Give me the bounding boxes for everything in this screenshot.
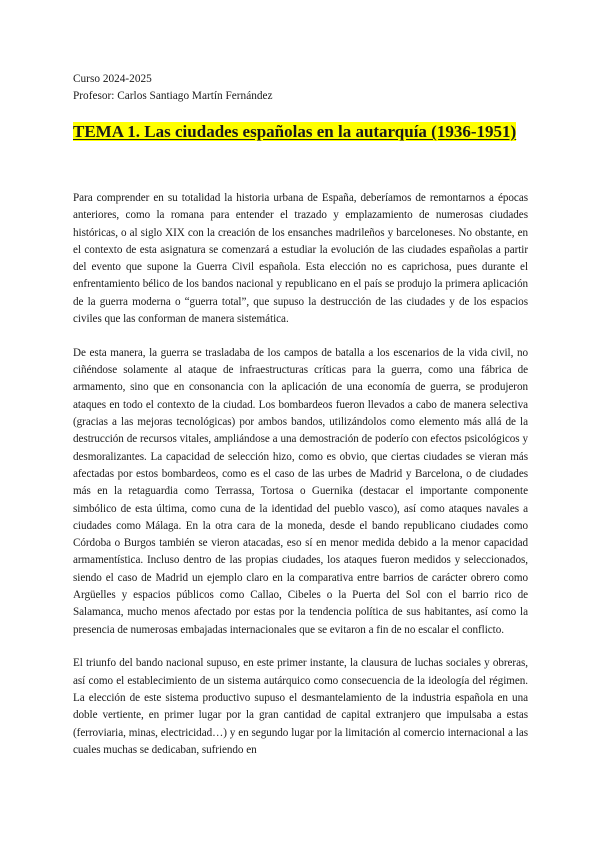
document-body bbox=[73, 190, 528, 776]
page-title bbox=[73, 121, 528, 143]
paragraph-2: De esta manera, la guerra se trasladaba de los campos de batalla a los escenarios de la vida civil, no ciñéndose solamente al ataque de infraestructuras críticas para la guerra, como una fábrica de armamento, sino que en consonancia con la aplicación de una economía de guerra, se produjeron ataques en todo el contexto de la ciudad. Los bombardeos fueron llevados a cabo de manera selectiva (gracias a las mejoras tecnológicas) por ambos bandos, utilizándolos como elemento más allá de la destrucción de recursos vitales, ampliándose a una demostración de poderío con efectos psicológicos y desmoralizantes. La capacidad de selección hizo, como es obvio, que ciertas ciudades se vieran más afectadas por estos bombardeos, como es el caso de las urbes de Madrid y Barcelona, o de ciudades más en la retaguardia como Terrassa, Tortosa o Guernika (destacar el importante componente simbólico de esta última, como cuna de la identidad del pueblo vasco), así como ataques navales a ciudades como Málaga. En la otra cara de la moneda, desde el bando republicano ciudades como Córdoba o Burgos también se vieron atacadas, eso sí en menor medida debido a la menor capacidad armamentística. Incluso dentro de las propias ciudades, los ataques fueron medidos y seleccionados, siendo el caso de Madrid un ejemplo claro en la comparativa entre barrios de carácter obrero como Argüelles y espacios públicos como Callao, Cibeles o la Puerta del Sol con el barrio rico de Salamanca, mucho menos afectado por estas por la tendencia política de sus habitantes, así como la presencia de numerosas embajadas internacionales que se evitaron a fin de no escalar el conflicto. bbox=[73, 346, 528, 636]
professor-name: Profesor: Carlos Santiago Martín Fernández bbox=[73, 90, 273, 102]
paragraph-3: El triunfo del bando nacional supuso, en este primer instante, la clausura de luchas sociales y obreras, así como el establecimiento de un sistema autárquico como consecuencia de la ideología del régimen. La elección de este sistema productivo supuso el desmantelamiento de la industria española en una doble vertiente, en primer lugar por la gran cantidad de capital extranjero que impulsaba a estas (ferroviaria, minas, electricidad…) y en segundo lugar por la limitación al comercio internacional a las cuales muchas se dedicaban, sufriendo en bbox=[73, 657, 528, 756]
paragraph-1: Para comprender en su totalidad la historia urbana de España, deberíamos de remontarnos a épocas anteriores, como la romana para entender el trazado y emplazamiento de numerosas ciudades históricas, o al siglo XIX con la creación de los ensanches madrileños y barceloneses. No obstante, en el contexto de esta asignatura se comenzará a estudiar la evolución de las ciudades españolas a partir del evento que supone la Guerra Civil española. Esta elección no es caprichosa, pues durante el enfrentamiento bélico de los bandos nacional y republicano en el país se produjo la primera aplicación de la guerra moderna o “guerra total”, que supuso la destrucción de las ciudades y de los espacios civiles que las conforman de manera sistemática. bbox=[73, 192, 528, 326]
course-year: Curso 2024-2025 bbox=[73, 73, 152, 85]
page-title-text: TEMA 1. Las ciudades españolas en la autarquía (1936-1951) bbox=[73, 122, 517, 141]
document-header bbox=[73, 71, 533, 105]
